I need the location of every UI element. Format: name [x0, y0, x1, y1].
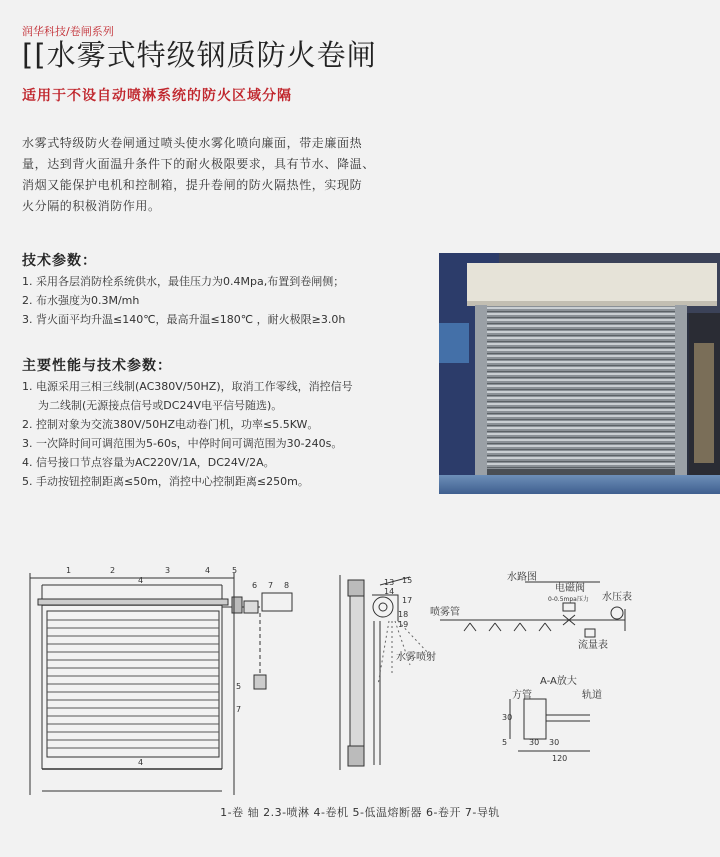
perf-item: 2. 控制对象为交流380V/50HZ电动卷门机，功率≤5.5KW。	[22, 418, 319, 431]
intro-line: 量，达到背火面温升条件下的耐火极限要求，具有节水、降温、	[22, 157, 375, 171]
tech-list	[22, 272, 345, 329]
callout-5: 5	[232, 566, 238, 575]
front-mark: 4	[138, 758, 144, 767]
dim: 120	[552, 754, 568, 763]
front-mark: 5	[236, 682, 242, 691]
callout-3: 3	[165, 566, 171, 575]
side-callout: 14	[384, 587, 395, 596]
dim: 30	[529, 738, 540, 747]
intro-line: 水雾式特级防火卷闸通过喷头使水雾化喷向廉面，带走廉面热	[22, 136, 363, 150]
callout-6: 6	[252, 581, 258, 590]
tech-item: 1. 采用各层消防栓系统供水，最佳压力为0.4Mpa,布置到卷闸侧；	[22, 275, 345, 288]
perf-heading: 主要性能与技术参数：	[22, 358, 172, 374]
intro-line: 消烟又能保护电机和控制箱，提升卷闸的防火隔热性，实现防	[22, 178, 363, 192]
front-mark: 7	[236, 705, 242, 714]
front-slats	[47, 620, 219, 748]
valve-sub: 0-0.5mpa压力	[548, 596, 589, 603]
perf-item: 5. 手动按钮控制距离≤50m，消控中心控制距离≤250m。	[22, 475, 309, 488]
valve-label: 电磁阀	[555, 583, 585, 594]
perf-list	[22, 377, 353, 491]
detail-title: A-A放大	[540, 676, 577, 687]
side-callout: 13	[384, 578, 395, 587]
flow-meter-label: 流量表	[578, 640, 608, 651]
spray-label: 水雾喷射	[396, 652, 436, 663]
page-subtitle: 适用于不设自动喷淋系统的防火区域分隔	[22, 88, 292, 104]
nozzle-pipe-label: 喷雾管	[430, 607, 460, 618]
drawing-caption: 1-卷 轴 2.3-喷淋 4-卷机 5-低温熔断器 6-卷开 7-导轨	[220, 806, 500, 819]
callout-2: 2	[110, 566, 116, 575]
intro-line: 火分隔的积极消防作用。	[22, 199, 161, 213]
callout-8: 8	[284, 581, 290, 590]
square-pipe-label: 方管	[512, 690, 532, 701]
perf-item: 4. 信号接口节点容量为AC220V/1A，DC24V/2A。	[22, 456, 275, 469]
rail-label: 轨道	[582, 690, 602, 701]
callout-7: 7	[268, 581, 274, 590]
perf-item: 为二线制(无源接点信号或DC24V电平信号随选)。	[38, 399, 283, 412]
perf-item: 1. 电源采用三相三线制(AC380V/50HZ)，取消工作零线，消控信号	[22, 380, 353, 393]
dim: 5	[502, 738, 508, 747]
callout-4: 4	[205, 566, 211, 575]
intro-paragraph	[22, 133, 392, 217]
series-label: 润华科技/卷闸系列	[22, 25, 114, 38]
dim: 30	[502, 713, 513, 722]
gauge-label: 水压表	[602, 592, 632, 603]
side-section	[340, 575, 430, 770]
tech-heading: 技术参数：	[22, 253, 97, 269]
side-callout: 19	[398, 620, 409, 629]
shutter-photo	[439, 253, 720, 494]
tech-item: 3. 背火面平均升温≤140℃，最高升温≤180℃ ，耐火极限≥3.0h	[22, 313, 346, 326]
technical-drawing	[0, 555, 720, 800]
water-title: 水路图	[507, 572, 537, 583]
dim: 30	[549, 738, 560, 747]
side-callout: 18	[398, 610, 409, 619]
page-title: [[水雾式特级钢质防火卷闸	[22, 38, 377, 72]
callout-1: 1	[66, 566, 72, 575]
side-callout: 17	[402, 596, 413, 605]
water-diagram	[440, 582, 625, 637]
tech-item: 2. 布水强度为0.3M/mh	[22, 294, 140, 307]
side-callout: 15	[402, 576, 413, 585]
perf-item: 3. 一次降时间可调范围为5-60s，中停时间可调范围为30-240s。	[22, 437, 343, 450]
front-mark: 4	[138, 576, 144, 585]
